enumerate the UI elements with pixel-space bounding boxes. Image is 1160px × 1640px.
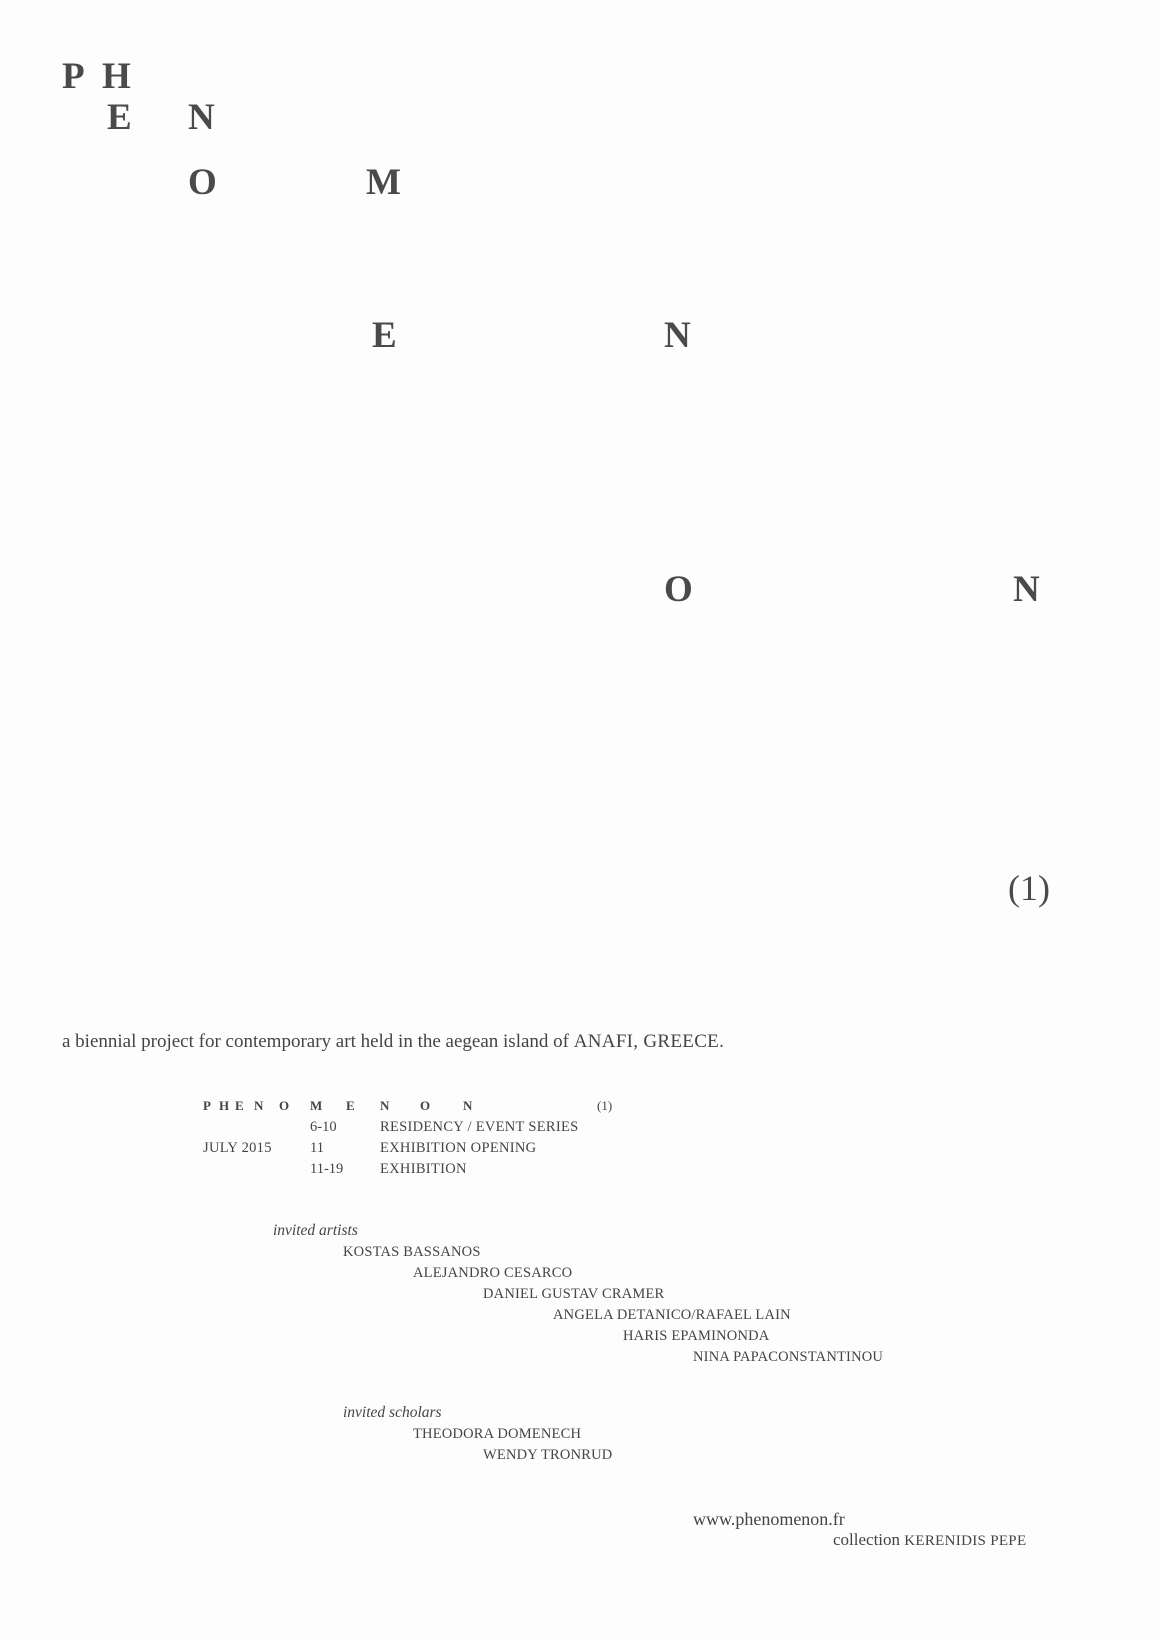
website-link[interactable]: www.phenomenon.fr [693, 1509, 845, 1529]
wordmark-letter: N [254, 1098, 264, 1113]
schedule-dates: 11-19 [310, 1161, 344, 1177]
title-letter-o: O [188, 162, 217, 203]
title-letter-e2: E [372, 315, 397, 356]
schedule-event: RESIDENCY / EVENT SERIES [380, 1119, 579, 1135]
issue-number: (1) [1008, 868, 1050, 908]
title-letter-m: M [366, 162, 401, 203]
wordmark-letter: M [310, 1098, 323, 1113]
title-letter-h: H [102, 56, 131, 97]
title-letter-n2: N [664, 315, 691, 356]
artist-name: HARIS EPAMINONDA [623, 1328, 770, 1344]
collection-credit [833, 1530, 1026, 1550]
artist-name: NINA PAPACONSTANTINOU [693, 1349, 884, 1365]
wordmark-letter: O [279, 1098, 290, 1113]
schedule-month: JULY 2015 [203, 1140, 272, 1156]
wordmark-letter: P [203, 1098, 211, 1113]
wordmark-letter: O [420, 1098, 431, 1113]
scholars-heading: invited scholars [343, 1404, 442, 1421]
schedule-dates: 11 [310, 1140, 324, 1156]
artist-name: ALEJANDRO CESARCO [413, 1265, 573, 1281]
wordmark-letter: H [219, 1098, 230, 1113]
wordmark-letter: N [463, 1098, 473, 1113]
artist-name: ANGELA DETANICO/RAFAEL LAIN [553, 1307, 791, 1323]
tagline-text: a biennial project for contemporary art held in the aegean island of [62, 1031, 569, 1052]
title-letter-o2: O [664, 569, 693, 610]
wordmark-letter: E [235, 1098, 244, 1113]
title-letter-e: E [107, 97, 132, 138]
tagline [62, 1031, 724, 1053]
scholar-name: THEODORA DOMENECH [413, 1426, 582, 1442]
wordmark-letter: N [380, 1098, 390, 1113]
schedule-event: EXHIBITION [380, 1161, 467, 1177]
artists-heading: invited artists [273, 1222, 358, 1239]
title-letter-n: N [188, 97, 215, 138]
title-letter-n3: N [1013, 569, 1040, 610]
wordmark-letter: E [346, 1098, 355, 1113]
scholar-name: WENDY TRONRUD [483, 1447, 613, 1463]
artist-name: KOSTAS BASSANOS [343, 1244, 481, 1260]
tagline-place: ANAFI, GREECE. [573, 1031, 725, 1052]
collection-label: collection [833, 1530, 901, 1549]
schedule-dates: 6-10 [310, 1119, 337, 1135]
collection-name: KERENIDIS PEPE [904, 1533, 1027, 1549]
title-letter-p: P [62, 56, 85, 97]
artist-name: DANIEL GUSTAV CRAMER [483, 1286, 665, 1302]
schedule-issue: (1) [597, 1098, 613, 1113]
schedule-event: EXHIBITION OPENING [380, 1140, 537, 1156]
